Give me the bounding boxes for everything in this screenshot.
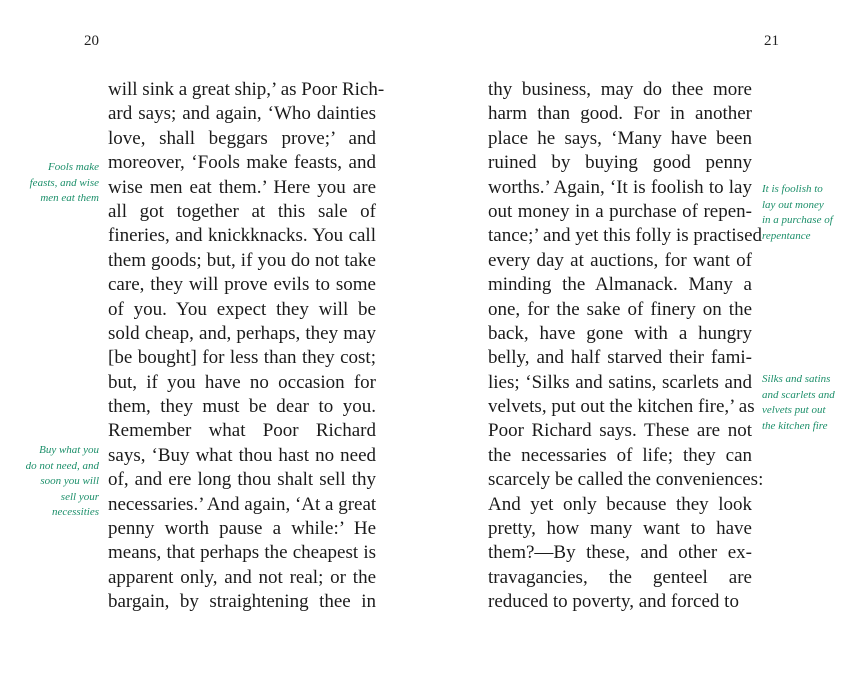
- text-line: ruined by buying good penny: [488, 152, 752, 174]
- text-line: harm than good. For in another: [488, 103, 752, 125]
- text-line: but, if you have no occasion for: [108, 371, 376, 393]
- note-line: It is foolish to: [762, 183, 823, 195]
- right-page: [430, 0, 861, 700]
- text-line: thy business, may do thee more: [488, 79, 752, 100]
- note-line: sell your: [60, 490, 99, 503]
- text-line: worths.’ Again, ‘It is foolish to lay: [488, 176, 752, 198]
- note-line: and scarlets and: [762, 388, 835, 401]
- note-line: Silks and satins: [762, 373, 831, 385]
- text-line: care, they will prove evils to some: [108, 274, 376, 296]
- text-line: wise men eat them.’ Here you are: [108, 176, 376, 198]
- text-line: out money in a purchase of repen-: [488, 200, 752, 222]
- text-line: them, they must be dear to you.: [108, 396, 376, 418]
- margin-note-fools-make-feasts: [4, 160, 99, 207]
- text-line: one, for the sake of finery on the: [488, 298, 752, 320]
- margin-note-silks-and-satins: [762, 372, 858, 434]
- note-line: men eat them: [40, 192, 99, 204]
- body-text: [488, 78, 764, 615]
- text-line: back, have gone with a hungry: [488, 322, 752, 344]
- body-text: [108, 78, 385, 615]
- text-line: says, ‘Buy what thou hast no need: [108, 444, 376, 466]
- text-line: bargain, by straightening thee in: [108, 591, 376, 613]
- text-line: every day at auctions, for want of: [488, 249, 752, 271]
- note-line: feasts, and wise: [29, 176, 99, 189]
- text-line: belly, and half starved their fami-: [488, 347, 752, 369]
- note-line: necessities: [51, 506, 99, 518]
- text-line: of, and ere long thou shalt sell thy: [108, 469, 376, 491]
- text-line: place he says, ‘Many have been: [488, 127, 752, 149]
- text-line: means, that perhaps the cheapest is: [108, 542, 376, 564]
- text-line: Poor Richard says. These are not: [488, 420, 752, 442]
- text-line: of you. You expect they will be: [108, 298, 376, 320]
- note-line: repentance: [762, 229, 811, 242]
- text-line: reduced to poverty, and forced to: [488, 591, 739, 613]
- text-line: Remember what Poor Richard: [108, 420, 376, 442]
- text-line: And yet only because they look: [488, 493, 752, 515]
- margin-note-it-is-foolish: [762, 182, 858, 244]
- note-line: in a purchase of: [762, 214, 833, 226]
- text-line: love, shall beggars prove;’ and: [108, 127, 376, 149]
- text-line: them?—By these, and other ex-: [488, 542, 752, 564]
- text-line: moreover, ‘Fools make feasts, and: [108, 152, 376, 174]
- note-line: velvets put out: [762, 404, 826, 416]
- note-line: soon you will: [40, 475, 99, 487]
- text-line: fineries, and knickknacks. You call: [108, 225, 376, 247]
- text-line: the necessaries of life; they can: [488, 444, 752, 466]
- left-page: [0, 0, 430, 700]
- text-line: tance;’ and yet this folly is practised: [488, 225, 763, 247]
- text-line: necessaries.’ And again, ‘At a great: [108, 493, 377, 515]
- text-line: all got together at this sale of: [108, 200, 376, 222]
- page-number: 21: [764, 33, 779, 49]
- text-line: apparent only, and not real; or the: [108, 566, 376, 588]
- note-line: the kitchen fire: [762, 419, 828, 432]
- note-line: Fools make: [47, 161, 99, 173]
- text-line: scarcely be called the conveniences:: [488, 469, 764, 491]
- note-line: Buy what you: [39, 444, 99, 456]
- text-line: sold cheap, and, perhaps, they may: [108, 322, 376, 344]
- note-line: lay out money: [762, 198, 824, 211]
- text-line: minding the Almanack. Many a: [488, 274, 752, 296]
- text-line: velvets, put out the kitchen fire,’ as: [488, 396, 755, 418]
- text-line: them goods; but, if you do not take: [108, 249, 376, 271]
- text-line: ard says; and again, ‘Who dainties: [108, 103, 376, 125]
- text-line: will sink a great ship,’ as Poor Rich-: [108, 79, 385, 100]
- margin-note-buy-what-you-do-not-need: [4, 443, 99, 521]
- note-line: do not need, and: [25, 459, 99, 472]
- text-line: lies; ‘Silks and satins, scarlets and: [488, 371, 752, 393]
- page-number: 20: [84, 33, 99, 49]
- text-line: penny worth pause a while:’ He: [108, 518, 376, 540]
- text-line: travagancies, the genteel are: [488, 566, 752, 588]
- text-line: pretty, how many want to have: [488, 518, 752, 540]
- text-line: [be bought] for less than they cost;: [108, 347, 376, 369]
